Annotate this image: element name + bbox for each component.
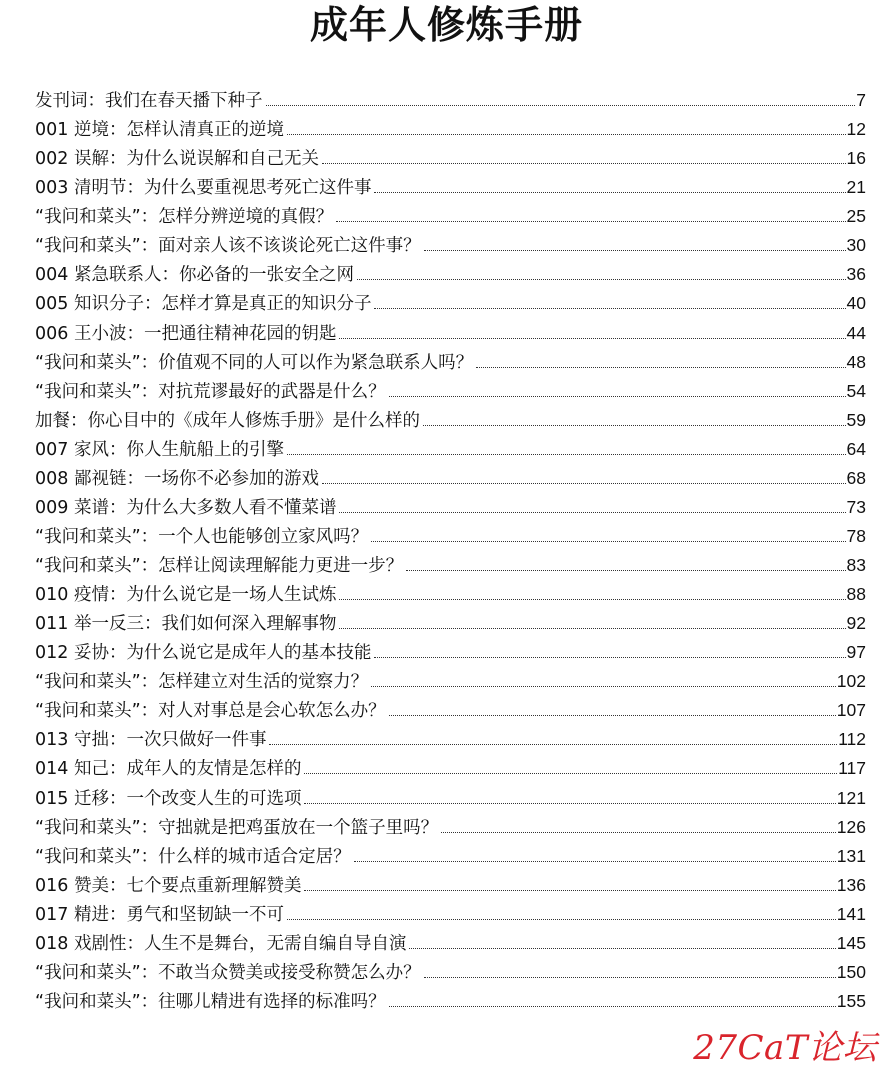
toc-entry[interactable] [35, 260, 866, 289]
toc-entry[interactable] [35, 522, 866, 551]
toc-entry-title: 009 菜谱：为什么大多数人看不懂菜谱 [35, 497, 337, 518]
toc-dot-leader [389, 396, 846, 397]
toc-entry[interactable] [35, 871, 866, 900]
toc-entry-title: 014 知己：成年人的友情是怎样的 [35, 759, 302, 780]
toc-entry[interactable] [35, 435, 866, 464]
toc-entry[interactable] [35, 638, 866, 667]
toc-entry-title: 加餐：你心目中的《成年人修炼手册》是什么样的 [35, 410, 420, 431]
toc-entry[interactable] [35, 900, 866, 929]
toc-entry-title: 012 妥协：为什么说它是成年人的基本技能 [35, 643, 372, 664]
toc-entry-title: 007 家风：你人生航船上的引擎 [35, 439, 284, 460]
toc-page-number: 117 [838, 758, 866, 779]
toc-dot-leader [287, 134, 846, 135]
toc-page-number: 88 [846, 584, 866, 605]
toc-entry-title: 017 精进：勇气和坚韧缺一不可 [35, 904, 284, 925]
toc-entry-title: 002 误解：为什么说误解和自己无关 [35, 149, 319, 170]
toc-dot-leader [357, 279, 846, 280]
toc-page-number: 68 [846, 467, 866, 488]
toc-entry-title: “我问和菜头”：往哪儿精进有选择的标准吗？ [35, 991, 386, 1012]
toc-dot-leader [476, 367, 845, 368]
toc-entry-title: “我问和菜头”：价值观不同的人可以作为紧急联系人吗？ [35, 352, 474, 373]
toc-entry[interactable] [35, 406, 866, 435]
toc-entry[interactable] [35, 754, 866, 783]
toc-dot-leader [322, 163, 846, 164]
toc-entry[interactable] [35, 725, 866, 754]
toc-page-number: 7 [856, 90, 866, 110]
toc-entry[interactable] [35, 115, 866, 144]
toc-dot-leader [287, 919, 836, 920]
toc-entry-title: “我问和菜头”：怎样分辨逆境的真假？ [35, 207, 334, 228]
table-of-contents [35, 86, 866, 1016]
toc-entry[interactable] [35, 813, 866, 842]
toc-page-number: 78 [846, 525, 866, 546]
toc-entry[interactable] [35, 377, 866, 406]
toc-entry[interactable] [35, 609, 866, 638]
toc-page-number: 59 [846, 409, 866, 430]
toc-entry[interactable] [35, 784, 866, 813]
toc-entry-title: 016 赞美：七个要点重新理解赞美 [35, 875, 302, 896]
toc-page-number: 145 [836, 932, 866, 953]
toc-entry-title: 004 紧急联系人：你必备的一张安全之网 [35, 265, 354, 286]
toc-entry-title: “我问和菜头”：不敢当众赞美或接受称赞怎么办？ [35, 962, 421, 983]
toc-entry[interactable] [35, 464, 866, 493]
toc-page-number: 44 [846, 322, 866, 343]
toc-entry-title: “我问和菜头”：怎样让阅读理解能力更进一步？ [35, 556, 404, 576]
toc-dot-leader [441, 832, 836, 833]
toc-entry[interactable] [35, 958, 866, 987]
toc-entry[interactable] [35, 319, 866, 348]
toc-page-number: 16 [846, 148, 866, 169]
toc-dot-leader [389, 1006, 836, 1007]
toc-entry[interactable] [35, 202, 866, 231]
toc-entry[interactable] [35, 173, 866, 202]
toc-dot-leader [266, 105, 856, 106]
toc-entry[interactable] [35, 493, 866, 522]
toc-page-number: 21 [846, 177, 866, 198]
toc-dot-leader [423, 425, 846, 426]
watermark-logo: 27CaT论坛 [693, 1028, 877, 1068]
toc-page-number: 30 [846, 235, 866, 256]
toc-entry-title: 015 迁移：一个改变人生的可选项 [35, 788, 302, 809]
toc-entry[interactable] [35, 696, 866, 725]
toc-entry-title: 发刊词：我们在春天播下种子 [35, 91, 263, 111]
toc-entry[interactable] [35, 929, 866, 958]
toc-dot-leader [336, 221, 845, 222]
toc-entry-title: “我问和菜头”：面对亲人该不该谈论死亡这件事？ [35, 236, 421, 257]
toc-page-number: 83 [846, 555, 866, 575]
toc-entry-title: 006 王小波：一把通往精神花园的钥匙 [35, 323, 337, 344]
toc-entry-title: 003 清明节：为什么要重视思考死亡这件事 [35, 178, 372, 199]
toc-dot-leader [406, 570, 845, 571]
toc-entry-title: “我问和菜头”：一个人也能够创立家风吗？ [35, 526, 369, 547]
toc-entry[interactable] [35, 842, 866, 871]
toc-dot-leader [339, 628, 845, 629]
toc-page-number: 141 [836, 903, 866, 924]
toc-entry-title: “我问和菜头”：什么样的城市适合定居？ [35, 846, 351, 867]
toc-dot-leader [389, 715, 836, 716]
toc-entry-title: “我问和菜头”：怎样建立对生活的觉察力？ [35, 672, 369, 693]
toc-entry-title: 008 鄙视链：一场你不必参加的游戏 [35, 468, 319, 489]
toc-dot-leader [304, 773, 837, 774]
toc-page-number: 131 [836, 845, 866, 866]
toc-dot-leader [371, 686, 836, 687]
toc-page-number: 155 [836, 990, 866, 1011]
toc-page-number: 136 [836, 874, 866, 895]
toc-entry-title: 011 举一反三：我们如何深入理解事物 [35, 614, 337, 635]
toc-entry[interactable] [35, 348, 866, 377]
toc-entry[interactable] [35, 86, 866, 115]
toc-entry-title: “我问和菜头”：对抗荒谬最好的武器是什么？ [35, 381, 386, 402]
toc-entry[interactable] [35, 987, 866, 1016]
toc-dot-leader [304, 803, 835, 804]
toc-page-number: 40 [846, 293, 866, 314]
toc-page-number: 107 [836, 700, 866, 721]
toc-entry[interactable] [35, 580, 866, 609]
toc-dot-leader [374, 308, 845, 309]
toc-dot-leader [424, 250, 846, 251]
toc-page-number: 48 [846, 351, 866, 372]
toc-entry-title: 018 戏剧性：人生不是舞台，无需自编自导自演 [35, 933, 407, 954]
toc-page-number: 112 [838, 729, 866, 750]
toc-page-number: 36 [846, 264, 866, 285]
toc-entry-title: 010 疫情：为什么说它是一场人生试炼 [35, 585, 337, 606]
toc-page-number: 126 [836, 816, 866, 837]
toc-dot-leader [287, 454, 846, 455]
toc-entry-title: “我问和菜头”：对人对事总是会心软怎么办？ [35, 701, 386, 722]
page-title: 成年人修炼手册 [309, 3, 583, 47]
toc-dot-leader [409, 948, 835, 949]
toc-entry[interactable] [35, 231, 866, 260]
toc-page-number: 150 [836, 961, 866, 982]
toc-dot-leader [354, 861, 836, 862]
toc-page-number: 92 [846, 613, 866, 634]
toc-dot-leader [339, 338, 845, 339]
toc-dot-leader [424, 977, 836, 978]
toc-dot-leader [374, 657, 845, 658]
toc-dot-leader [339, 512, 845, 513]
toc-page-number: 64 [846, 438, 866, 459]
toc-dot-leader [322, 483, 846, 484]
toc-entry-title: 001 逆境：怎样认清真正的逆境 [35, 120, 284, 141]
toc-page-number: 121 [836, 787, 866, 808]
toc-page-number: 25 [846, 206, 866, 227]
toc-page-number: 12 [846, 119, 866, 140]
toc-dot-leader [339, 599, 845, 600]
toc-dot-leader [269, 744, 837, 745]
toc-entry[interactable] [35, 667, 866, 696]
toc-entry[interactable] [35, 144, 866, 173]
toc-entry-title: 013 守拙：一次只做好一件事 [35, 730, 267, 751]
toc-page-number: 73 [846, 496, 866, 517]
toc-dot-leader [371, 541, 845, 542]
toc-entry[interactable] [35, 289, 866, 318]
toc-entry-title: 005 知识分子：怎样才算是真正的知识分子 [35, 294, 372, 315]
toc-dot-leader [304, 890, 835, 891]
toc-page-number: 54 [846, 380, 866, 401]
toc-dot-leader [374, 192, 845, 193]
toc-page-number: 102 [836, 671, 866, 692]
toc-entry[interactable] [35, 551, 866, 580]
toc-page-number: 97 [846, 642, 866, 663]
toc-entry-title: “我问和菜头”：守拙就是把鸡蛋放在一个篮子里吗？ [35, 817, 439, 838]
